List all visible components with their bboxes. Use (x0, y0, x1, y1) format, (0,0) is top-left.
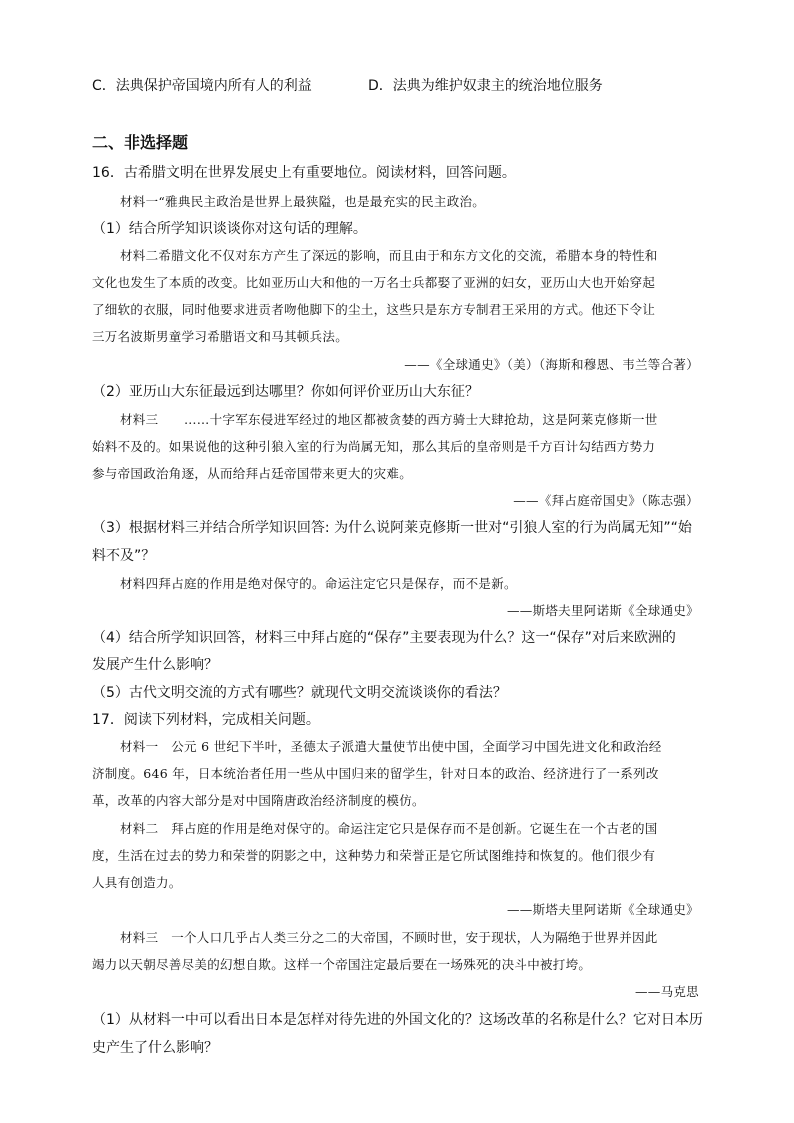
q17-material-2-line: 人具有创造力。 (92, 875, 182, 890)
q17-material-1-line: 济制度。646 年，日本统治者任用一些从中国归来的留学生，针对日本的政治、经济进行了一系列改 (92, 766, 659, 781)
q16-sub-2: （2）亚历山大东征最远到达哪里？你如何评价亚历山大东征？ (92, 384, 479, 400)
q17-sub-1-line: 史产生了什么影响？ (92, 1040, 218, 1056)
q17-material-3-source: ——马克思 (634, 984, 699, 999)
section-title: 二、非选择题 (92, 133, 189, 152)
q17-material-3-line: 竭力以天朝尽善尽美的幻想自欺。这样一个帝国注定最后要在一场殊死的决斗中被打垮。 (92, 957, 592, 972)
q16-sub-3-line: （3）根据材料三并结合所学知识回答: 为什么说阿莱克修斯一世对“引狼人室的行为尚属无知”“始 (92, 520, 692, 536)
q17-material-2-source: ——斯塔夫里阿诺斯《全球通史》 (506, 902, 699, 917)
q17-material-1-line: 材料一 公元 6 世纪下半叶，圣德太子派遣大量使节出使中国，全面学习中国先进文化和政治经 (120, 739, 662, 754)
q16-sub-4-line: （4）结合所学知识回答，材料三中拜占庭的“保存”主要表现为什么？这一“保存”对后来欧洲的 (92, 630, 676, 646)
q16-material-4-source: ——斯塔夫里阿诺斯《全球通史》 (506, 603, 699, 618)
q16-material-3-source: ——《拜占庭帝国史》（陈志强） (513, 493, 699, 508)
q16-sub-1: （1）结合所学知识谈谈你对这句话的理解。 (92, 221, 367, 237)
q16-material-2-line: 了细软的衣服，同时他要求进贡者吻他脚下的尘土，这些只是东方专制君王采用的方式。他还下令让 (92, 302, 656, 317)
q16-material-3-line: 始料不及的。如果说他的这种引狼入室的行为尚属无知，那么其后的皇帝则是千方百计勾结西方势力 (92, 439, 656, 454)
q17-material-3-line: 材料三 一个人口几乎占人类三分之二的大帝国，不顾时世，安于现状，人为隔绝于世界并因此 (120, 930, 658, 945)
q16-sub-3-line: 料不及”？ (92, 548, 156, 564)
q17-material-1-line: 革，改革的内容大部分是对中国隋唐政治经济制度的模仿。 (92, 793, 425, 808)
q17-stem: 17．阅读下列材料，完成相关问题。 (92, 712, 320, 728)
q16-sub-5: （5）古代文明交流的方式有哪些？就现代文明交流谈谈你的看法？ (92, 685, 507, 701)
q16-sub-4-line: 发展产生什么影响？ (92, 657, 218, 673)
q17-material-2-line: 材料二 拜占庭的作用是绝对保守的。命运注定它只是保存而不是创新。它诞生在一个古老的国 (120, 821, 658, 836)
q16-material-2-line: 文化也发生了本质的改变。比如亚历山大和他的一万名士兵都娶了亚洲的妇女，亚历山大也开始穿起 (92, 275, 656, 290)
q16-material-3-line: 参与帝国政治角逐，从而给拜占廷帝国带来更大的灾难。 (92, 466, 413, 481)
option-c: C．法典保护帝国境内所有人的利益 (92, 78, 312, 94)
q16-material-2-line: 材料二希腊文化不仅对东方产生了深远的影响，而且由于和东方文化的交流，希腊本身的特性和 (120, 248, 658, 263)
q16-material-3-line: 材料三 ……十字军东侵进军经过的地区都被贪婪的西方骑士大肆抢劫，这是阿莱克修斯一世 (120, 412, 658, 427)
q17-sub-1-line: （1）从材料一中可以看出日本是怎样对待先进的外国文化的？这场改革的名称是什么？它对日本历 (92, 1012, 703, 1028)
q16-material-2-line: 三万名波斯男童学习希腊语文和马其顿兵法。 (92, 329, 349, 344)
q16-material-2-source: ——《全球通史》（美）（海斯和穆恩、韦兰等合著） (404, 357, 699, 372)
option-d: D．法典为维护奴隶主的统治地位服务 (368, 78, 603, 94)
q16-material-4: 材料四拜占庭的作用是绝对保守的。命运注定它只是保存，而不是新。 (120, 576, 517, 591)
q16-material-1: 材料一“雅典民主政治是世界上最狭隘，也是最充实的民主政治。 (120, 194, 486, 209)
q17-material-2-line: 度，生活在过去的势力和荣誉的阴影之中，这种势力和荣誉正是它所试图维持和恢复的。他们很少有 (92, 848, 656, 863)
q16-stem: 16．古希腊文明在世界发展史上有重要地位。阅读材料，回答问题。 (92, 165, 516, 181)
